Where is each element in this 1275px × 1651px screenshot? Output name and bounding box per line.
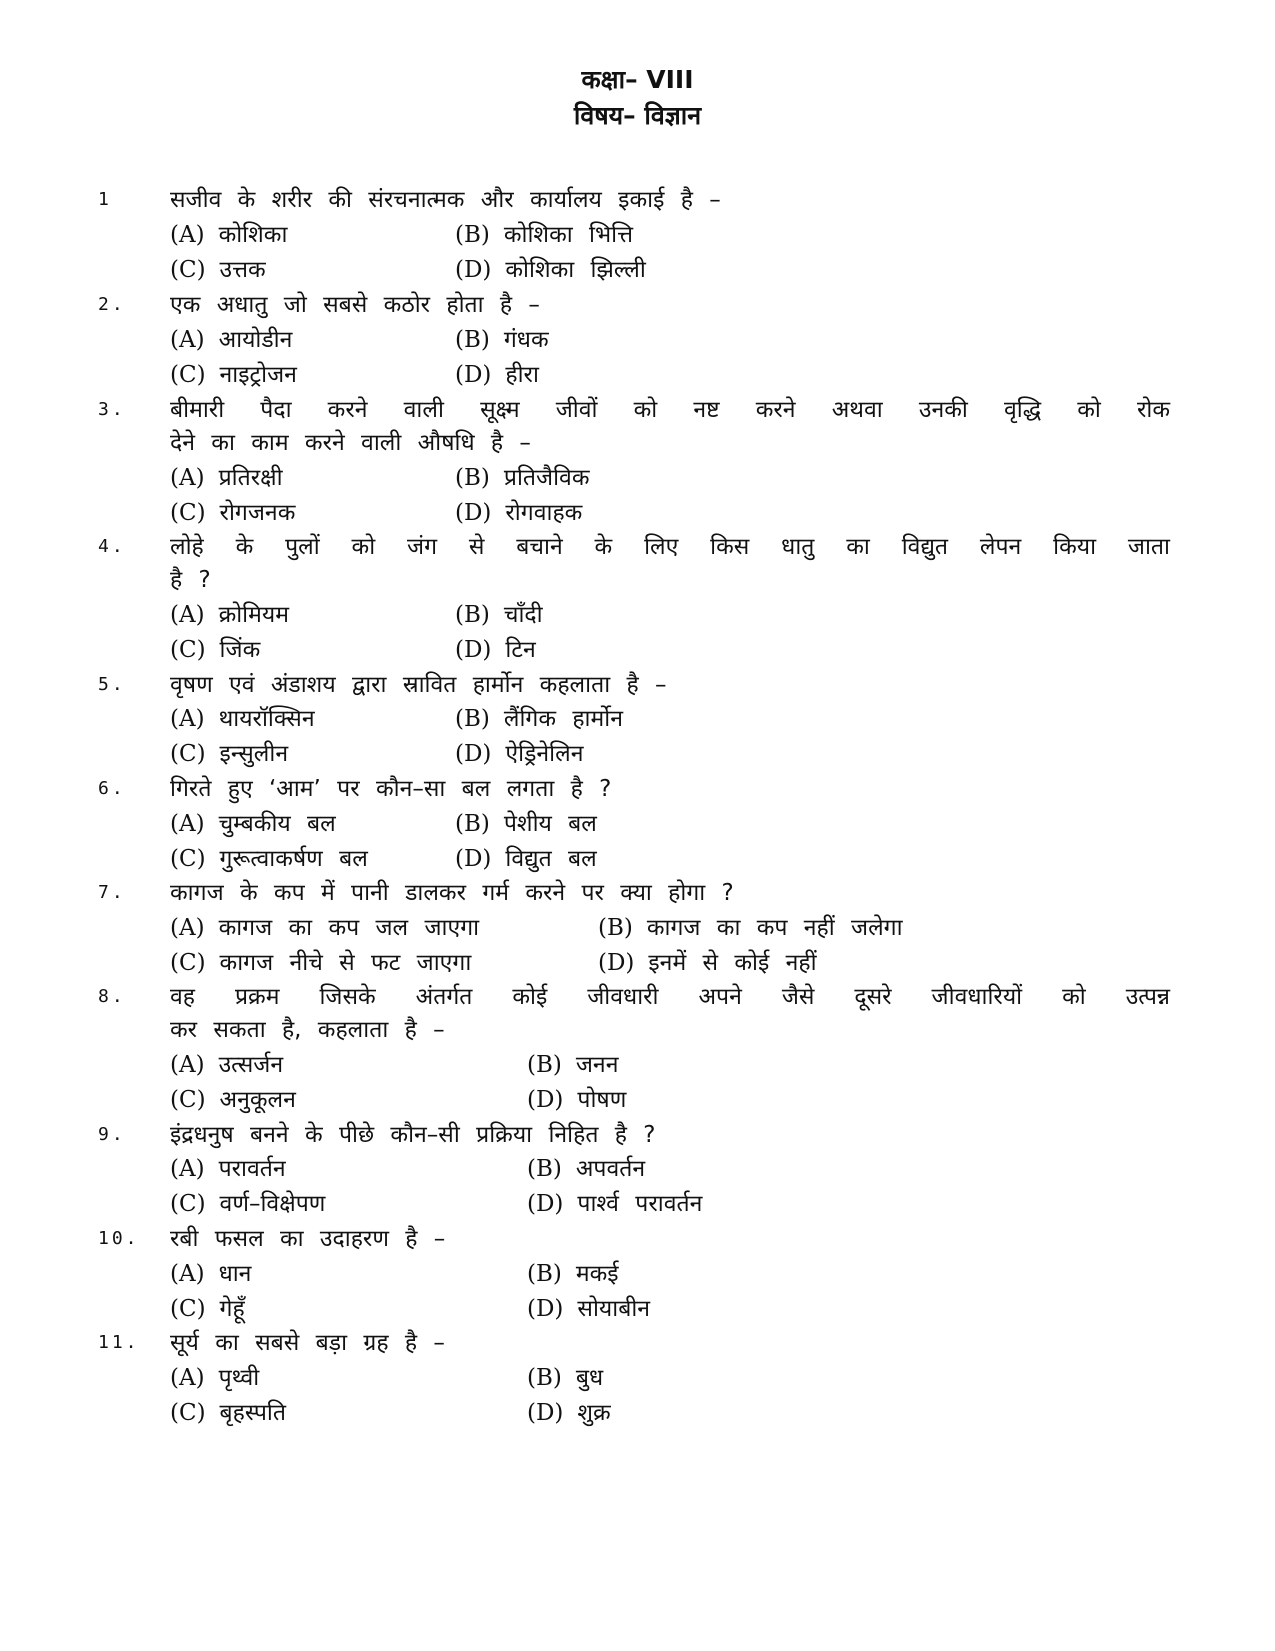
question-text: बीमारी पैदा करने वाली सूक्ष्म जीवों को नष्ट करने अथवा उनकी वृद्धि को रोक [170,397,1170,423]
answer-option [598,911,903,945]
option-text: विद्युत बल [505,846,597,872]
question-number: 7. [98,882,126,903]
option-text: परावर्तन [218,1156,286,1182]
question-number: 6. [98,778,126,799]
answer-option [170,358,297,392]
question-text: देने का काम करने वाली औषधि है – [170,430,531,456]
option-text: पेशीय बल [503,811,597,837]
answer-option [455,496,582,530]
option-text: ऐड्रिनेलिन [505,741,584,767]
answer-option [170,496,295,530]
option-text: उत्सर्जन [218,1052,284,1078]
option-text: गुरूत्वाकर्षण बल [219,846,368,872]
question-text: सजीव के शरीर की संरचनात्मक और कार्यालय इकाई है – [170,187,721,213]
option-text: शुक्र [577,1400,611,1426]
option-label: (C) [170,741,206,767]
answer-option [455,702,623,736]
answer-option [455,633,536,667]
answer-option [527,1048,618,1082]
answer-option [170,911,479,945]
question-text: लोहे के पुलों को जंग से बचाने के लिए किस धातु का विद्युत लेपन किया जाता [170,534,1170,560]
option-text: प्रतिजैविक [503,465,590,491]
answer-option [455,737,583,771]
option-label: (B) [598,915,633,941]
option-label: (A) [170,222,205,248]
question-number: 8. [98,986,126,1007]
option-label: (A) [170,811,205,837]
option-label: (C) [170,362,206,388]
answer-option [170,598,289,632]
option-label: (C) [170,950,206,976]
option-text: नाइट्रोजन [219,362,297,388]
option-text: बृहस्पति [219,1400,286,1426]
option-text: गेहूँ [219,1296,245,1322]
option-label: (B) [527,1156,562,1182]
answer-option [170,1361,259,1395]
answer-option [527,1292,650,1326]
option-text: मकई [575,1261,619,1287]
question-text: रबी फसल का उदाहरण है – [170,1226,446,1252]
answer-option [455,842,597,876]
answer-option [170,633,260,667]
option-label: (C) [170,500,206,526]
option-text: रोगजनक [219,500,296,526]
option-text: क्रोमियम [218,602,289,628]
answer-option [527,1187,702,1221]
question-text: इंद्रधनुष बनने के पीछे कौन–सी प्रक्रिया निहित है ? [170,1122,656,1148]
option-label: (D) [527,1400,564,1426]
option-label: (A) [170,1261,205,1287]
option-text: इन्सुलीन [219,741,289,767]
option-text: सोयाबीन [577,1296,651,1322]
question-number: 3. [98,399,126,420]
answer-option [170,218,287,252]
question-text: एक अधातु जो सबसे कठोर होता है – [170,292,540,318]
option-label: (A) [170,1156,205,1182]
option-text: धान [218,1261,252,1287]
option-label: (C) [170,1191,206,1217]
question-number: 1 [98,189,112,210]
option-label: (B) [455,706,490,732]
question-number: 2. [98,294,126,315]
option-text: पृथ्वी [218,1365,260,1391]
question-text: वह प्रक्रम जिसके अंतर्गत कोई जीवधारी अपने जैसे दूसरे जीवधारियों को उत्पन्न [170,984,1170,1010]
option-text: प्रतिरक्षी [218,465,283,491]
question-number: 4. [98,536,126,557]
answer-option [455,218,633,252]
option-label: (C) [170,1400,206,1426]
option-label: (D) [455,846,492,872]
option-label: (D) [455,257,492,283]
option-text: पार्श्व परावर्तन [577,1191,703,1217]
subject-title: विषय– विज्ञान [573,101,702,130]
option-label: (C) [170,1296,206,1322]
option-label: (D) [527,1087,564,1113]
answer-option [527,1257,619,1291]
option-text: पोषण [577,1087,627,1113]
option-text: कागज का कप जल जाएगा [218,915,480,941]
answer-option [170,461,283,495]
answer-option [455,323,549,357]
option-text: जिंक [219,637,261,663]
answer-option [455,807,597,841]
answer-option [527,1361,603,1395]
option-label: (B) [455,811,490,837]
option-label: (A) [170,915,205,941]
question-number: 11. [98,1332,140,1353]
option-text: बुध [575,1365,604,1391]
option-text: कोशिका भित्ति [503,222,633,248]
answer-option [455,358,539,392]
option-text: आयोडीन [218,327,293,353]
question-text: गिरते हुए ‘आम’ पर कौन–सा बल लगता है ? [170,776,612,802]
option-label: (A) [170,602,205,628]
option-text: कागज नीचे से फट जाएगा [219,950,472,976]
option-label: (A) [170,327,205,353]
option-label: (B) [527,1261,562,1287]
option-label: (A) [170,1052,205,1078]
option-text: उत्तक [219,257,266,283]
answer-option [170,702,315,736]
answer-option [170,253,266,287]
answer-option [170,1257,251,1291]
answer-option [170,1292,245,1326]
option-label: (C) [170,637,206,663]
option-text: इनमें से कोई नहीं [648,950,817,976]
answer-option [527,1152,645,1186]
option-text: अनुकूलन [219,1087,296,1113]
answer-option [170,1048,283,1082]
option-label: (B) [455,327,490,353]
answer-option [170,946,471,980]
question-text: वृषण एवं अंडाशय द्वारा स्रावित हार्मोन कहलाता है – [170,672,667,698]
option-text: टिन [505,637,536,663]
answer-option [170,842,368,876]
option-text: कोशिका झिल्ली [505,257,646,283]
option-label: (B) [527,1052,562,1078]
answer-option [170,807,336,841]
answer-option [455,461,590,495]
question-number: 9. [98,1124,126,1145]
option-text: हीरा [505,362,539,388]
option-label: (A) [170,706,205,732]
option-label: (D) [598,950,635,976]
question-text: सूर्य का सबसे बड़ा ग्रह है – [170,1330,445,1356]
option-label: (D) [455,741,492,767]
option-label: (A) [170,465,205,491]
answer-option [527,1083,626,1117]
option-label: (C) [170,1087,206,1113]
option-text: चुम्बकीय बल [218,811,336,837]
option-text: रोगवाहक [505,500,583,526]
answer-option [170,1152,286,1186]
option-text: कोशिका [218,222,288,248]
option-text: लैंगिक हार्मोन [503,706,623,732]
option-text: चाँदी [503,602,543,628]
answer-option [170,1187,325,1221]
question-number: 5. [98,674,126,695]
question-text: है ? [170,567,211,593]
option-text: जनन [575,1052,619,1078]
answer-option [170,323,292,357]
question-number: 10. [98,1228,140,1249]
option-label: (C) [170,846,206,872]
answer-option [170,737,288,771]
answer-option [455,598,543,632]
option-label: (D) [455,637,492,663]
option-label: (B) [527,1365,562,1391]
answer-option [455,253,646,287]
option-label: (B) [455,222,490,248]
option-label: (B) [455,602,490,628]
option-label: (A) [170,1365,205,1391]
option-label: (D) [455,500,492,526]
option-text: अपवर्तन [575,1156,646,1182]
answer-option [170,1083,296,1117]
answer-option [598,946,817,980]
question-text: कागज के कप में पानी डालकर गर्म करने पर क्या होगा ? [170,880,734,906]
option-text: थायरॉक्सिन [218,706,315,732]
answer-option [527,1396,611,1430]
option-text: कागज का कप नहीं जलेगा [646,915,903,941]
option-text: वर्ण–विक्षेपण [219,1191,326,1217]
class-title: कक्षा– VIII [581,65,694,94]
option-label: (D) [527,1296,564,1322]
question-text: कर सकता है, कहलाता है – [170,1017,445,1043]
option-label: (D) [455,362,492,388]
option-label: (D) [527,1191,564,1217]
option-label: (C) [170,257,206,283]
option-label: (B) [455,465,490,491]
answer-option [170,1396,286,1430]
option-text: गंधक [503,327,549,353]
